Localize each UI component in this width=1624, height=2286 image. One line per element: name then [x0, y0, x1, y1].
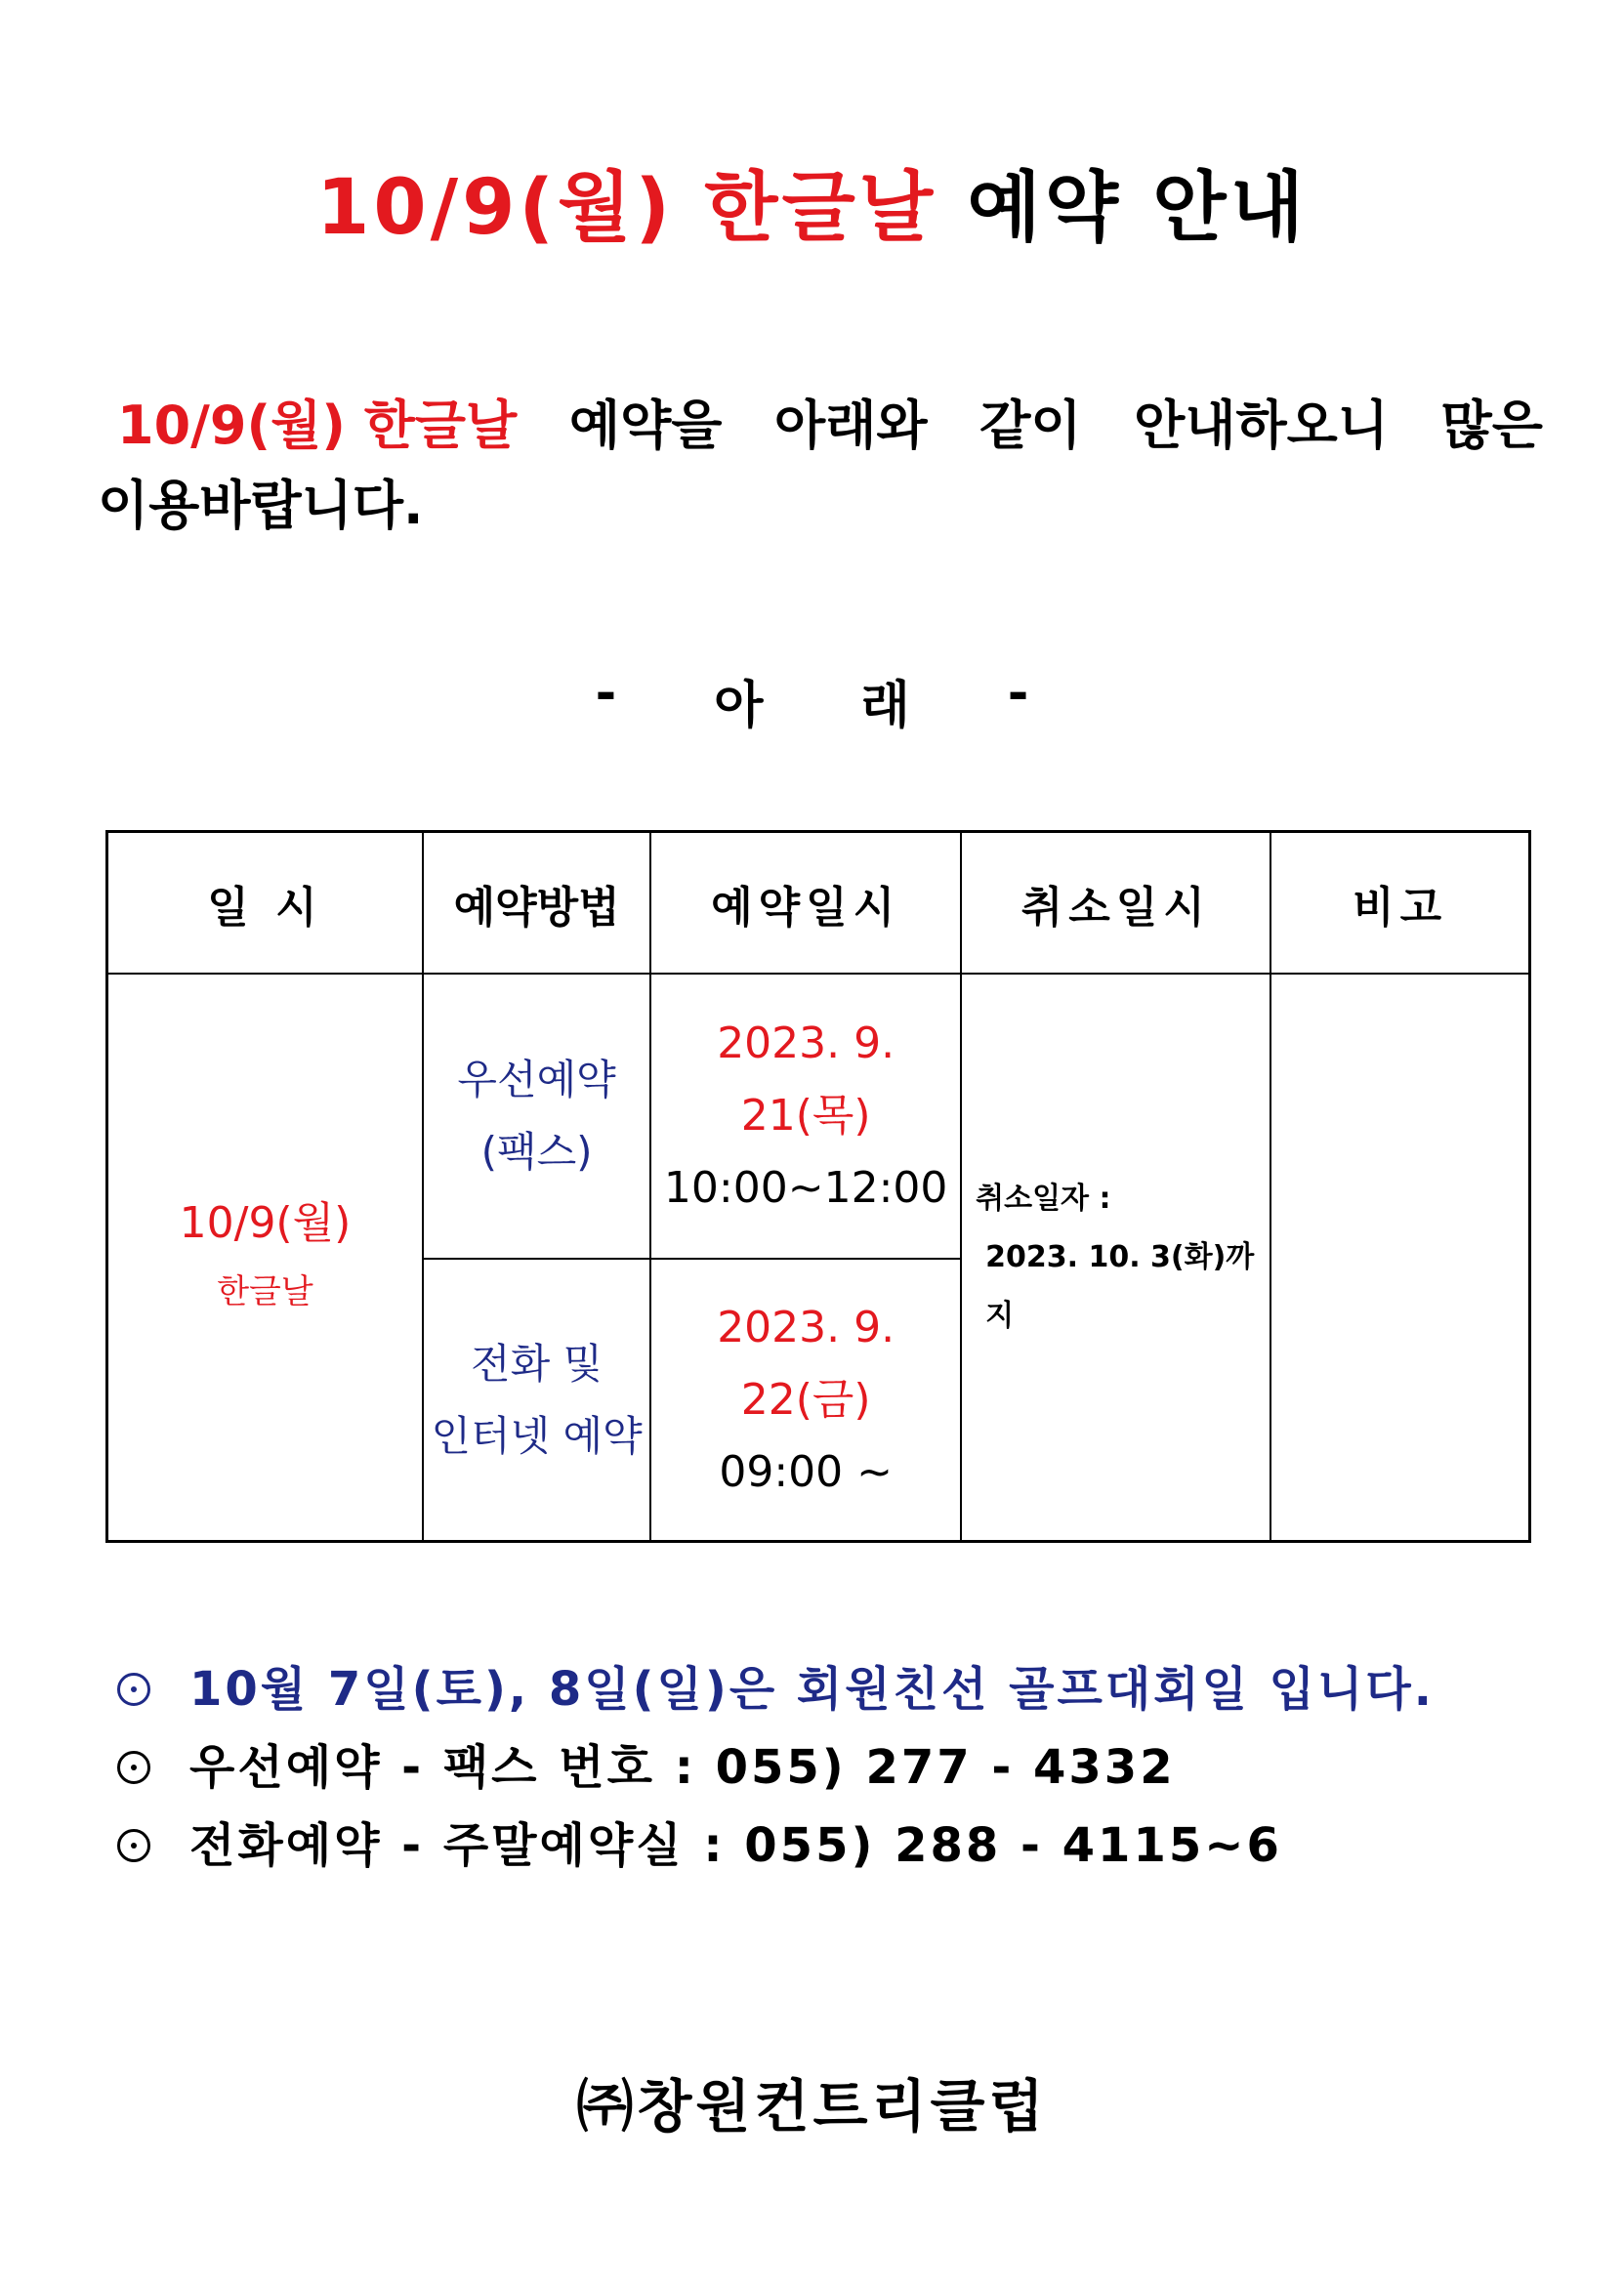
table-header-row [107, 832, 1530, 975]
header-date: 일 시 [107, 832, 423, 975]
notes-list [117, 1650, 1435, 1885]
schedule-table [105, 830, 1531, 1543]
intro-line-1 [98, 386, 1543, 466]
table-row [107, 974, 1530, 1259]
cancel-date: 2023. 10. 3(화)까지 [985, 1239, 1255, 1333]
header-remark: 비고 [1270, 832, 1529, 975]
title-red: 10/9(월) 한글날 [316, 164, 937, 252]
header-reserve-time: 예약일시 [650, 832, 961, 975]
method-cell [423, 974, 650, 1259]
note-text: 전화예약 - 주말예약실 : 055) 288 - 4115~6 [189, 1818, 1282, 1873]
method-line1: 전화 및 [471, 1339, 604, 1388]
header-method: 예약방법 [423, 832, 650, 975]
reserve-time: 09:00 ~ [719, 1446, 893, 1497]
remark-cell [1270, 974, 1529, 1542]
note-text: 우선예약 - 팩스 번호 : 055) 277 - 4332 [189, 1740, 1176, 1795]
dash-left: - [595, 664, 617, 723]
organization-name: ㈜창원컨트리클럽 [576, 2073, 1048, 2140]
method-cell [423, 1259, 650, 1542]
page-title [0, 146, 1624, 256]
cancel-cell [961, 974, 1270, 1542]
day-date: 10/9(월) [179, 1197, 352, 1248]
circled-dot-icon [117, 1673, 150, 1706]
intro-word: 같이 [979, 395, 1082, 456]
reserve-datetime-cell [650, 974, 961, 1259]
intro-red: 10/9(월) 한글날 [117, 395, 518, 456]
header-cancel-time: 취소일시 [961, 832, 1270, 975]
note-item [117, 1807, 1435, 1885]
intro-word: 아래와 [774, 395, 928, 456]
dash-right: - [1007, 664, 1029, 723]
note-item [117, 1728, 1435, 1807]
intro-paragraph [98, 386, 1543, 546]
cancel-label: 취소일자 : [976, 1181, 1111, 1216]
reserve-datetime-cell [650, 1259, 961, 1542]
method-line2: 인터넷 예약 [431, 1411, 643, 1460]
intro-word: 안내하오니 [1134, 395, 1389, 456]
intro-word: 많은 [1440, 395, 1543, 456]
reserve-date: 2023. 9. 22(금) [717, 1302, 895, 1425]
note-text: 10월 7일(토), 8일(일)은 회원친선 골프대회일 입니다. [189, 1662, 1435, 1717]
circled-dot-icon [117, 1751, 150, 1784]
reserve-time: 10:00~12:00 [663, 1163, 948, 1213]
day-name: 한글날 [217, 1271, 313, 1311]
reserve-date: 2023. 9. 21(목) [717, 1018, 895, 1141]
intro-line-2: 이용바랍니다. [98, 475, 424, 536]
title-black: 예약 안내 [967, 164, 1308, 252]
note-item [117, 1650, 1435, 1728]
heading-rae: 래 [860, 677, 910, 735]
day-cell [107, 974, 423, 1542]
section-heading [0, 664, 1624, 737]
method-line2: (팩스) [480, 1128, 593, 1176]
intro-word: 예약을 [568, 395, 723, 456]
circled-dot-icon [117, 1829, 150, 1862]
heading-a: 아 [714, 677, 764, 735]
method-line1: 우선예약 [457, 1056, 616, 1103]
